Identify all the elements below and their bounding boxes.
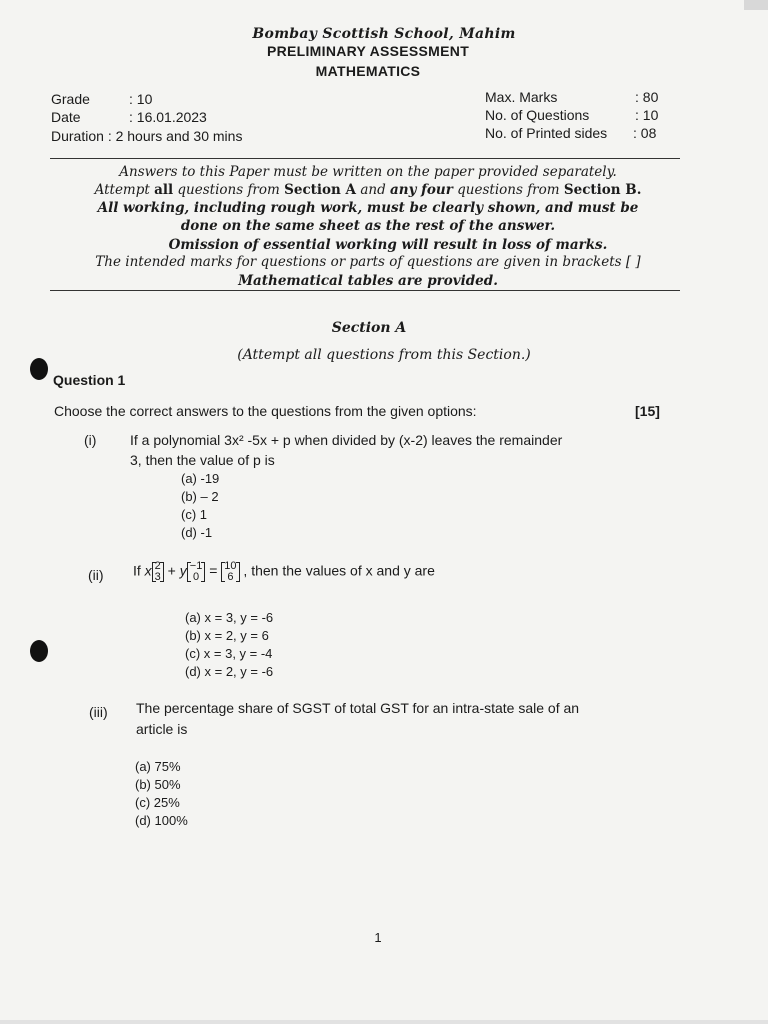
part-text-matrix — [133, 561, 435, 583]
question-marks: [15] — [635, 403, 660, 419]
instruction-emphasis: all — [154, 182, 174, 198]
page-bottom-edge — [0, 1020, 768, 1024]
matrix-2 — [187, 561, 206, 583]
meta-label: Max. Marks — [485, 89, 558, 105]
instruction-emphasis: Section B. — [563, 182, 642, 198]
option-list — [135, 758, 188, 830]
meta-label: Date — [51, 109, 81, 125]
option-item: (b) x = 2, y = 6 — [185, 628, 269, 643]
option-item: (b) – 2 — [181, 489, 219, 504]
meta-value: : 16.01.2023 — [129, 109, 207, 125]
option-item: (c) 1 — [181, 507, 207, 522]
instruction-line-5: Omission of essential working will result in loss of marks. — [168, 237, 608, 253]
matrix-entry: 6 — [227, 571, 234, 583]
punch-hole-mark — [30, 358, 48, 380]
meta-value: : 10 — [129, 91, 153, 107]
meta-label: Grade — [51, 91, 90, 107]
page-edge-shadow — [744, 0, 768, 10]
part-number: (iii) — [89, 704, 108, 720]
plus-sign: + — [163, 562, 180, 579]
meta-label: Duration — [51, 128, 104, 144]
meta-value: : 80 — [635, 89, 659, 105]
meta-printed-sides — [485, 125, 656, 141]
option-item: (d) x = 2, y = -6 — [185, 664, 274, 679]
instruction-line-6: The intended marks for questions or parts of questions are given in brackets [ ] — [95, 254, 641, 270]
matrix-entry: 3 — [154, 571, 161, 583]
meta-duration — [51, 128, 242, 144]
section-title: Section A — [331, 320, 407, 336]
punch-hole-mark — [30, 640, 48, 662]
equals-sign: = — [205, 562, 222, 579]
variable-y: y — [179, 562, 187, 579]
option-item: (c) 25% — [135, 795, 180, 810]
matrix-entry: 2 — [154, 560, 161, 572]
meta-label: No. of Questions — [485, 107, 590, 123]
school-name: Bombay Scottish School, Mahim — [252, 26, 516, 42]
instruction-text: questions from — [452, 182, 564, 198]
option-item: (a) x = 3, y = -6 — [185, 610, 274, 625]
instruction-text: questions from — [173, 182, 285, 198]
question-prompt: Choose the correct answers to the questions from the given options: — [54, 403, 477, 419]
instruction-line-7: Mathematical tables are provided. — [238, 273, 498, 289]
part-number: (ii) — [88, 567, 104, 583]
section-subtitle: (Attempt all questions from this Section.) — [237, 347, 531, 363]
matrix-entry: −1 — [189, 560, 203, 572]
meta-questions — [485, 107, 658, 123]
part-text: article is — [136, 721, 188, 737]
instruction-line-2 — [40, 181, 696, 199]
option-item: (b) 50% — [135, 777, 181, 792]
instruction-line-4: done on the same sheet as the rest of the answer. — [180, 218, 556, 234]
part-text: The percentage share of SGST of total GST for an intra-state sale of an — [136, 700, 580, 716]
matrix-entry: 10 — [224, 560, 237, 572]
part-text: 3, then the value of p is — [130, 452, 275, 468]
meta-grade — [51, 91, 152, 107]
instruction-line-3: All working, including rough work, must be clearly shown, and must be — [97, 200, 639, 216]
option-item: (a) 75% — [135, 759, 181, 774]
instruction-line-1: Answers to this Paper must be written on the paper provided separately. — [119, 164, 617, 180]
option-item: (d) 100% — [135, 813, 188, 828]
matrix-entry: 0 — [192, 571, 200, 583]
meta-max-marks — [485, 89, 658, 105]
divider-top — [50, 158, 680, 159]
meta-value: : 08 — [633, 125, 657, 141]
option-list — [181, 470, 219, 542]
matrix-1 — [152, 561, 164, 583]
question-title: Question 1 — [53, 372, 126, 388]
meta-value: : 2 hours and 30 mins — [107, 128, 243, 144]
variable-x: x — [144, 562, 152, 579]
instruction-text: Attempt — [94, 182, 155, 198]
part-text: If a polynomial 3x² -5x + p when divided by (x-2) leaves the remainder — [130, 432, 563, 448]
option-list — [185, 609, 273, 681]
page-number: 1 — [374, 930, 382, 945]
meta-label: No. of Printed sides — [485, 125, 608, 141]
option-item: (d) -1 — [181, 525, 213, 540]
exam-title: PRELIMINARY ASSESSMENT — [266, 43, 470, 59]
matrix-3 — [221, 561, 239, 583]
meta-date — [51, 109, 207, 125]
instruction-text: and — [356, 182, 390, 198]
part-text: If — [133, 562, 145, 579]
option-item: (a) -19 — [181, 471, 220, 486]
subject-title: MATHEMATICS — [315, 63, 421, 79]
meta-value: : 10 — [635, 107, 659, 123]
part-text: , then the values of x and y are — [239, 562, 435, 579]
part-number: (i) — [84, 432, 97, 448]
option-item: (c) x = 3, y = -4 — [185, 646, 273, 661]
instruction-emphasis: Section A — [284, 182, 357, 198]
instruction-emphasis: any four — [390, 182, 453, 198]
divider-bottom — [50, 290, 680, 291]
